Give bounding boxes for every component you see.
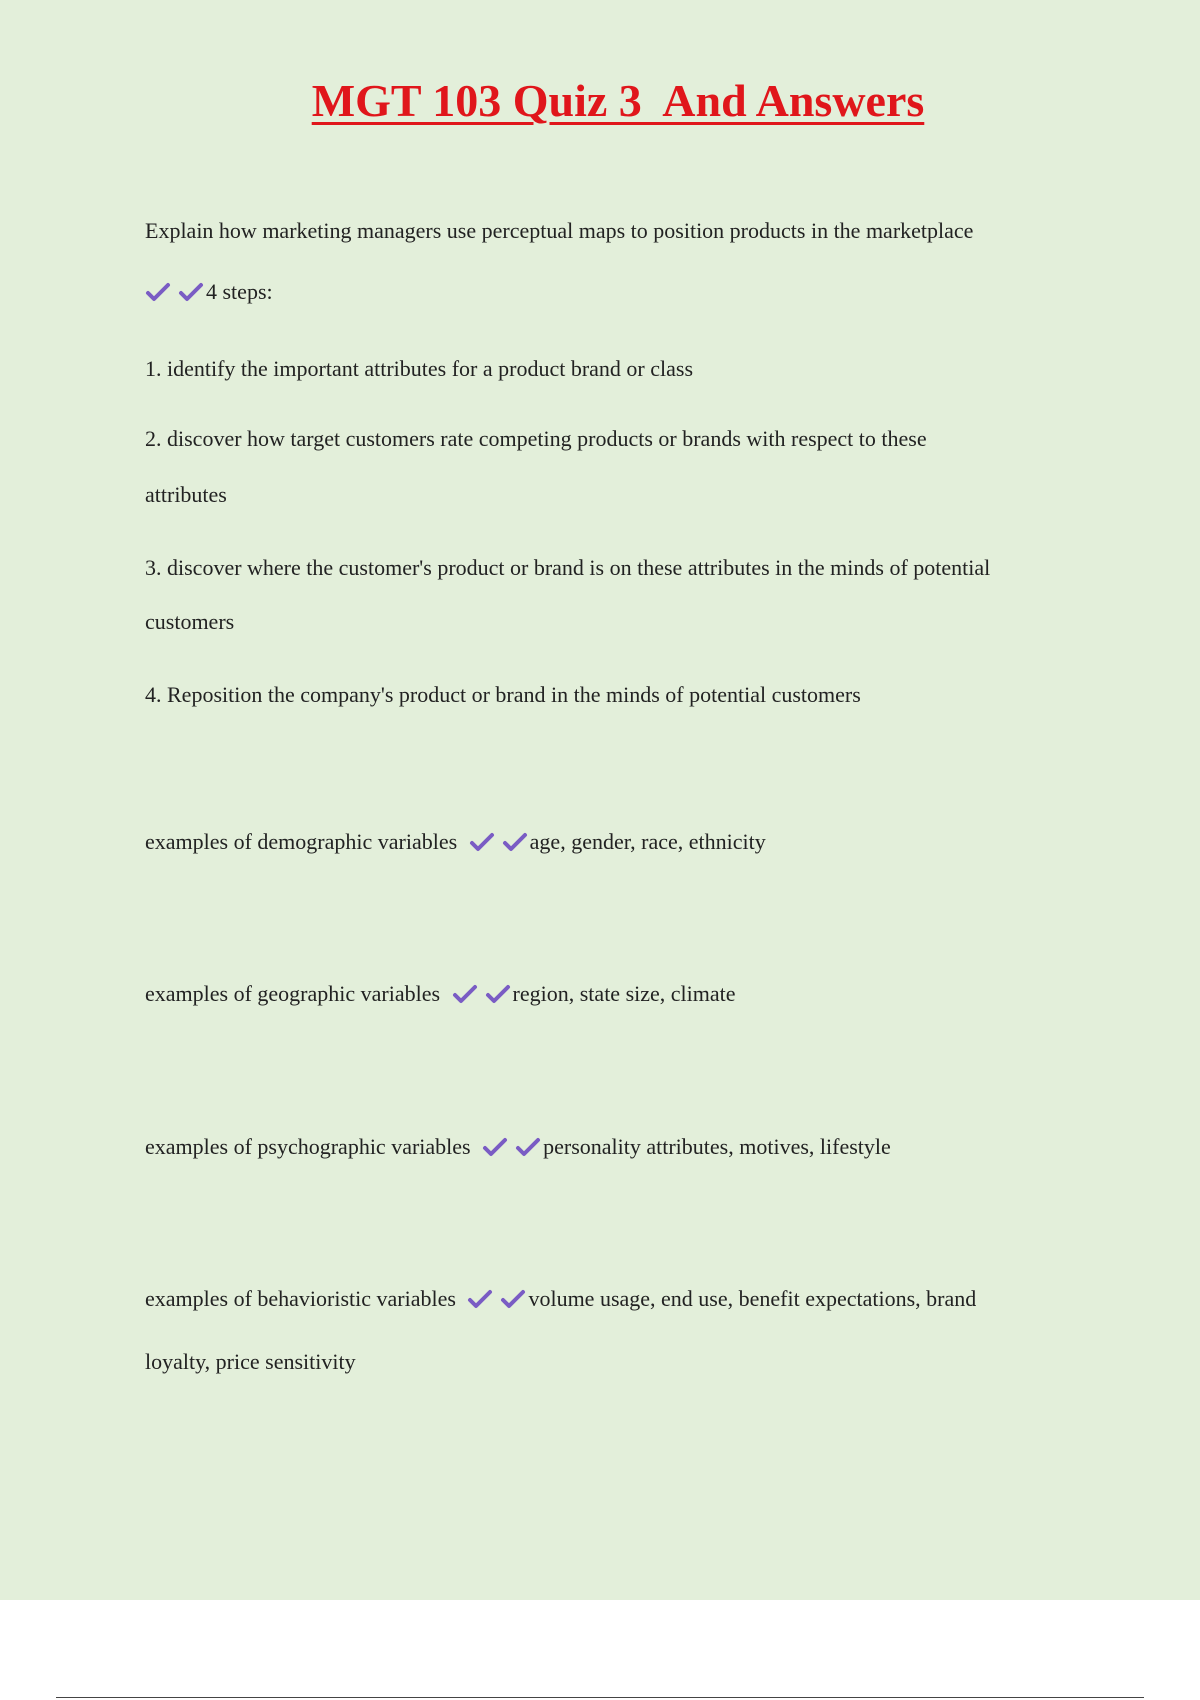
answer-text: volume usage, end use, benefit expectations, brand (528, 1286, 977, 1311)
answer-perceptual-maps-intro (145, 278, 273, 306)
answer-text: personality attributes, motives, lifestyle (543, 1134, 891, 1159)
check-icon (482, 1136, 508, 1158)
check-icon (500, 1288, 526, 1310)
check-icon (515, 1136, 541, 1158)
question-text: examples of demographic variables (145, 829, 458, 854)
answer-text: age, gender, race, ethnicity (529, 829, 766, 854)
footer-divider (56, 1697, 1144, 1698)
check-icon (178, 281, 204, 303)
step-item: 3. discover where the customer's product or brand is on these attributes in the minds of potential (145, 555, 991, 580)
question-text: examples of behavioristic variables (145, 1286, 456, 1311)
answer-continued: loyalty, price sensitivity (145, 1349, 356, 1374)
question-geographic (145, 980, 736, 1008)
answer-text: region, state size, climate (512, 981, 736, 1006)
step-item: 2. discover how target customers rate competing products or brands with respect to these (145, 426, 927, 451)
step-item-continued: attributes (145, 482, 227, 507)
question-perceptual-maps: Explain how marketing managers use perceptual maps to position products in the marketplace (145, 218, 974, 243)
step-item: 4. Reposition the company's product or brand in the minds of potential customers (145, 682, 861, 707)
step-item-continued: customers (145, 609, 235, 634)
check-icon (485, 983, 511, 1005)
answer-intro-text: 4 steps: (206, 279, 273, 304)
question-behavioristic (145, 1285, 976, 1313)
check-icon (452, 983, 478, 1005)
check-icon (469, 831, 495, 853)
page-title: MGT 103 Quiz 3 And Answers (311, 75, 925, 126)
check-icon (145, 281, 171, 303)
question-text: examples of psychographic variables (145, 1134, 471, 1159)
step-item: 1. identify the important attributes for a product brand or class (145, 356, 694, 381)
question-demographic (145, 828, 766, 856)
check-icon (467, 1288, 493, 1310)
question-psychographic (145, 1133, 891, 1161)
question-text: examples of geographic variables (145, 981, 441, 1006)
check-icon (502, 831, 528, 853)
